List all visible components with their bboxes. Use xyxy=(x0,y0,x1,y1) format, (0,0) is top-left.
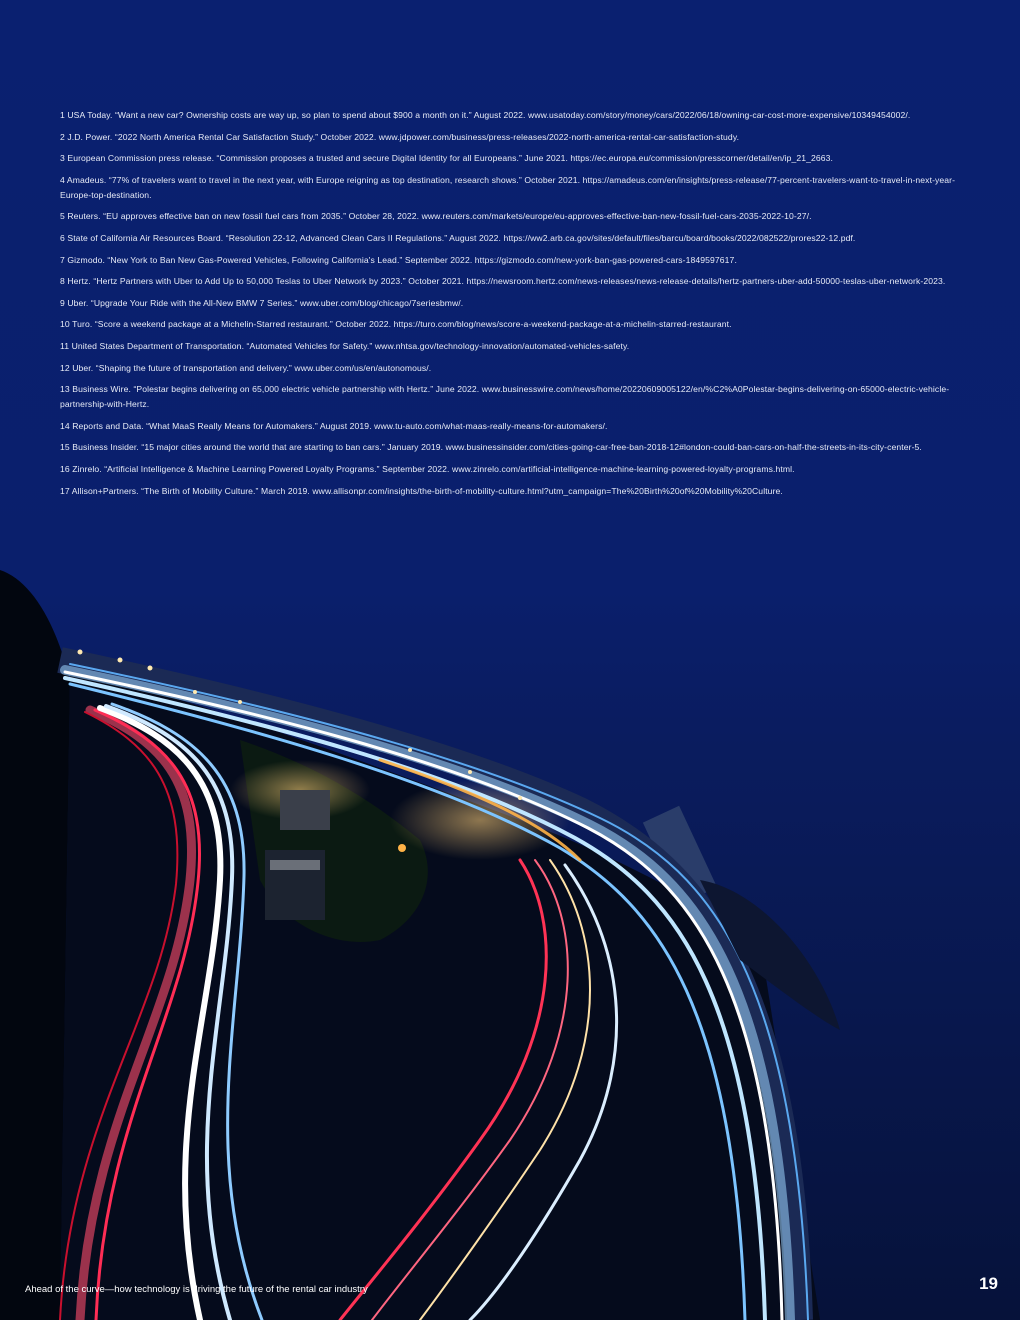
references-list xyxy=(60,108,965,505)
reference-16: 16 Zinrelo. “Artificial Intelligence & Machine Learning Powered Loyalty Programs.” September 2022. www.zinrelo.com/artificial-intelligence-machine-learning-powered-loyalty-programs.html. xyxy=(60,463,795,474)
reference-1: 1 USA Today. “Want a new car? Ownership costs are way up, so plan to spend about $900 a month on it.” August 2022. www.usatoday.com/story/money/cars/2022/06/18/owning-car-cost-more-expensive/10349454002/. xyxy=(60,110,911,120)
reference-17: 17 Allison+Partners. “The Birth of Mobility Culture.” March 2019. www.allisonpr.com/insights/the-birth-of-mobility-culture.html?utm_campaign=The%20Birth%20of%20Mobility%20Culture. xyxy=(60,485,783,496)
reference-4: 4 Amadeus. “77% of travelers want to travel in the next year, with Europe reigning as top destination, research shows.” October 2021. https://amadeus.com/en/insights/press-release/77-percent-travelers-want-to-travel-in-next-year-Europe-top-destination. xyxy=(60,174,956,200)
reference-14: 14 Reports and Data. “What MaaS Really Means for Automakers.” August 2019. www.tu-auto.com/what-maas-really-means-for-automakers/. xyxy=(60,420,608,431)
footer-title: Ahead of the curve—how technology is driving the future of the rental car industry xyxy=(25,1284,368,1295)
reference-9: 9 Uber. “Upgrade Your Ride with the All-New BMW 7 Series.” www.uber.com/blog/chicago/7seriesbmw/. xyxy=(60,297,464,308)
reference-5: 5 Reuters. “EU approves effective ban on new fossil fuel cars from 2035.” October 28, 2022. www.reuters.com/markets/europe/eu-approves-effective-ban-new-fossil-fuel-cars-2035-2022-10-27/. xyxy=(60,211,812,222)
page-number: 19 xyxy=(979,1274,998,1293)
reference-10: 10 Turo. “Score a weekend package at a Michelin-Starred restaurant.” October 2022. https://turo.com/blog/news/score-a-weekend-package-at-a-michelin-starred-restaurant. xyxy=(60,319,732,330)
reference-13: 13 Business Wire. “Polestar begins delivering on 65,000 electric vehicle partnership with Hertz.” June 2022. www.businesswire.com/news/home/20220609005122/en/%C2%A0Polestar-begins-delivering-on-65000-electric-vehicle-partnership-with-Hertz. xyxy=(60,384,950,410)
highway-night-photo xyxy=(0,560,1020,1320)
reference-7: 7 Gizmodo. “New York to Ban New Gas-Powered Vehicles, Following California's Lead.” September 2022. https://gizmodo.com/new-york-ban-gas-powered-cars-1849597617. xyxy=(60,254,737,265)
reference-6: 6 State of California Air Resources Board. “Resolution 22-12, Advanced Clean Cars II Regulations.” August 2022. https://ww2.arb.ca.gov/sites/default/files/barcu/board/books/2022/082522/prores22-12.pdf. xyxy=(60,232,856,243)
reference-11: 11 United States Department of Transportation. “Automated Vehicles for Safety.” www.nhtsa.gov/technology-innovation/automated-vehicles-safety. xyxy=(60,340,630,351)
reference-2: 2 J.D. Power. “2022 North America Rental Car Satisfaction Study.” October 2022. www.jdpower.com/business/press-releases/2022-north-america-rental-car-satisfaction-study. xyxy=(60,131,740,142)
reference-15: 15 Business Insider. “15 major cities around the world that are starting to ban cars.” January 2019. www.businessinsider.com/cities-going-car-free-ban-2018-12#london-could-ban-cars-on-half-the-streets-in-its-city-center-5. xyxy=(60,442,922,453)
reference-3: 3 European Commission press release. “Commission proposes a trusted and secure Digital Identity for all Europeans.” June 2021. https://ec.europa.eu/commission/presscorner/detail/en/ip_21_2663. xyxy=(60,153,833,164)
reference-8: 8 Hertz. “Hertz Partners with Uber to Add Up to 50,000 Teslas to Uber Network by 2023.” October 2021. https://newsroom.hertz.com/news-releases/news-release-details/hertz-partners-uber-add-50000-teslas-uber-network-2023. xyxy=(60,276,946,287)
reference-12: 12 Uber. “Shaping the future of transportation and delivery.” www.uber.com/us/en/autonomous/. xyxy=(60,362,432,373)
